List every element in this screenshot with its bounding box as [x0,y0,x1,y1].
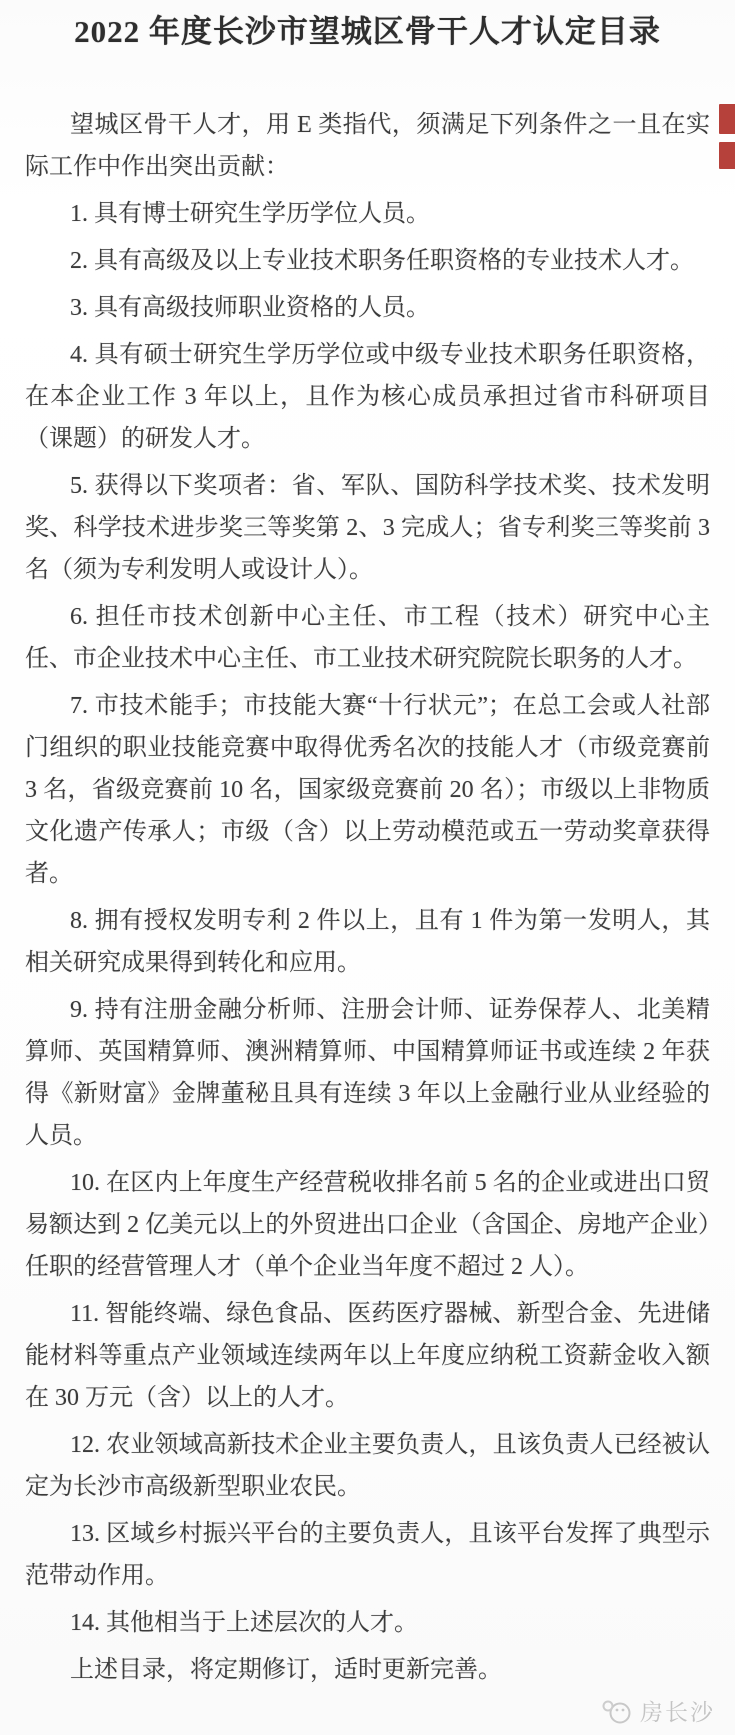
directory-item-10: 10. 在区内上年度生产经营税收排名前 5 名的企业或进出口贸易额达到 2 亿美元以上的外贸进出口企业（含国企、房地产企业）任职的经营管理人才（单个企业当年度不超过 2 人）。 [25,1170,710,1280]
directory-item-13: 13. 区域乡村振兴平台的主要负责人，且该平台发挥了典型示范带动作用。 [25,1521,710,1589]
directory-item-1: 1. 具有博士研究生学历学位人员。 [70,201,430,227]
directory-item-5: 5. 获得以下奖项者：省、军队、国防科学技术奖、技术发明奖、科学技术进步奖三等奖第 2、3 完成人；省专利奖三等奖前 3 名（须为专利发明人或设计人）。 [25,473,710,583]
directory-item-2: 2. 具有高级及以上专业技术职务任职资格的专业技术人才。 [70,248,694,274]
directory-item-6: 6. 担任市技术创新中心主任、市工程（技术）研究中心主任、市企业技术中心主任、市工业技术研究院院长职务的人才。 [25,604,710,672]
closing-paragraph: 上述目录，将定期修订，适时更新完善。 [70,1657,502,1683]
directory-item-8: 8. 拥有授权发明专利 2 件以上，且有 1 件为第一发明人，其相关研究成果得到转化和应用。 [25,908,710,976]
red-highlight-mark [719,142,735,169]
directory-item-9: 9. 持有注册金融分析师、注册会计师、证券保荐人、北美精算师、英国精算师、澳洲精算师、中国精算师证书或连续 2 年获得《新财富》金牌董秘且具有连续 3 年以上金融行业从业经验的人员。 [25,997,710,1149]
watermark-label: 房长沙 [640,1699,715,1725]
document-body [25,104,710,1691]
directory-item-7: 7. 市技术能手；市技能大赛“十行状元”；在总工会或人社部门组织的职业技能竞赛中取得优秀名次的技能人才（市级竞赛前 3 名，省级竞赛前 10 名，国家级竞赛前 20 名）；市级以上非物质文化遗产传承人；市级（含）以上劳动模范或五一劳动奖章获得者。 [25,693,710,887]
directory-item-12: 12. 农业领域高新技术企业主要负责人，且该负责人已经被认定为长沙市高级新型职业农民。 [25,1432,710,1500]
watermark [601,1694,715,1727]
fang-changsha-logo-icon [601,1697,633,1725]
intro-paragraph: 望城区骨干人才，用 E 类指代，须满足下列条件之一且在实际工作中作出突出贡献： [25,112,710,180]
red-highlight-mark [719,104,735,134]
directory-item-14: 14. 其他相当于上述层次的人才。 [70,1610,418,1636]
document-title: 2022 年度长沙市望城区骨干人才认定目录 [74,14,661,49]
directory-item-4: 4. 具有硕士研究生学历学位或中级专业技术职务任职资格，在本企业工作 3 年以上，且作为核心成员承担过省市科研项目（课题）的研发人才。 [25,342,710,452]
directory-item-11: 11. 智能终端、绿色食品、医药医疗器械、新型合金、先进储能材料等重点产业领域连续两年以上年度应纳税工资薪金收入额在 30 万元（含）以上的人才。 [25,1301,710,1411]
directory-item-3: 3. 具有高级技师职业资格的人员。 [70,295,430,321]
